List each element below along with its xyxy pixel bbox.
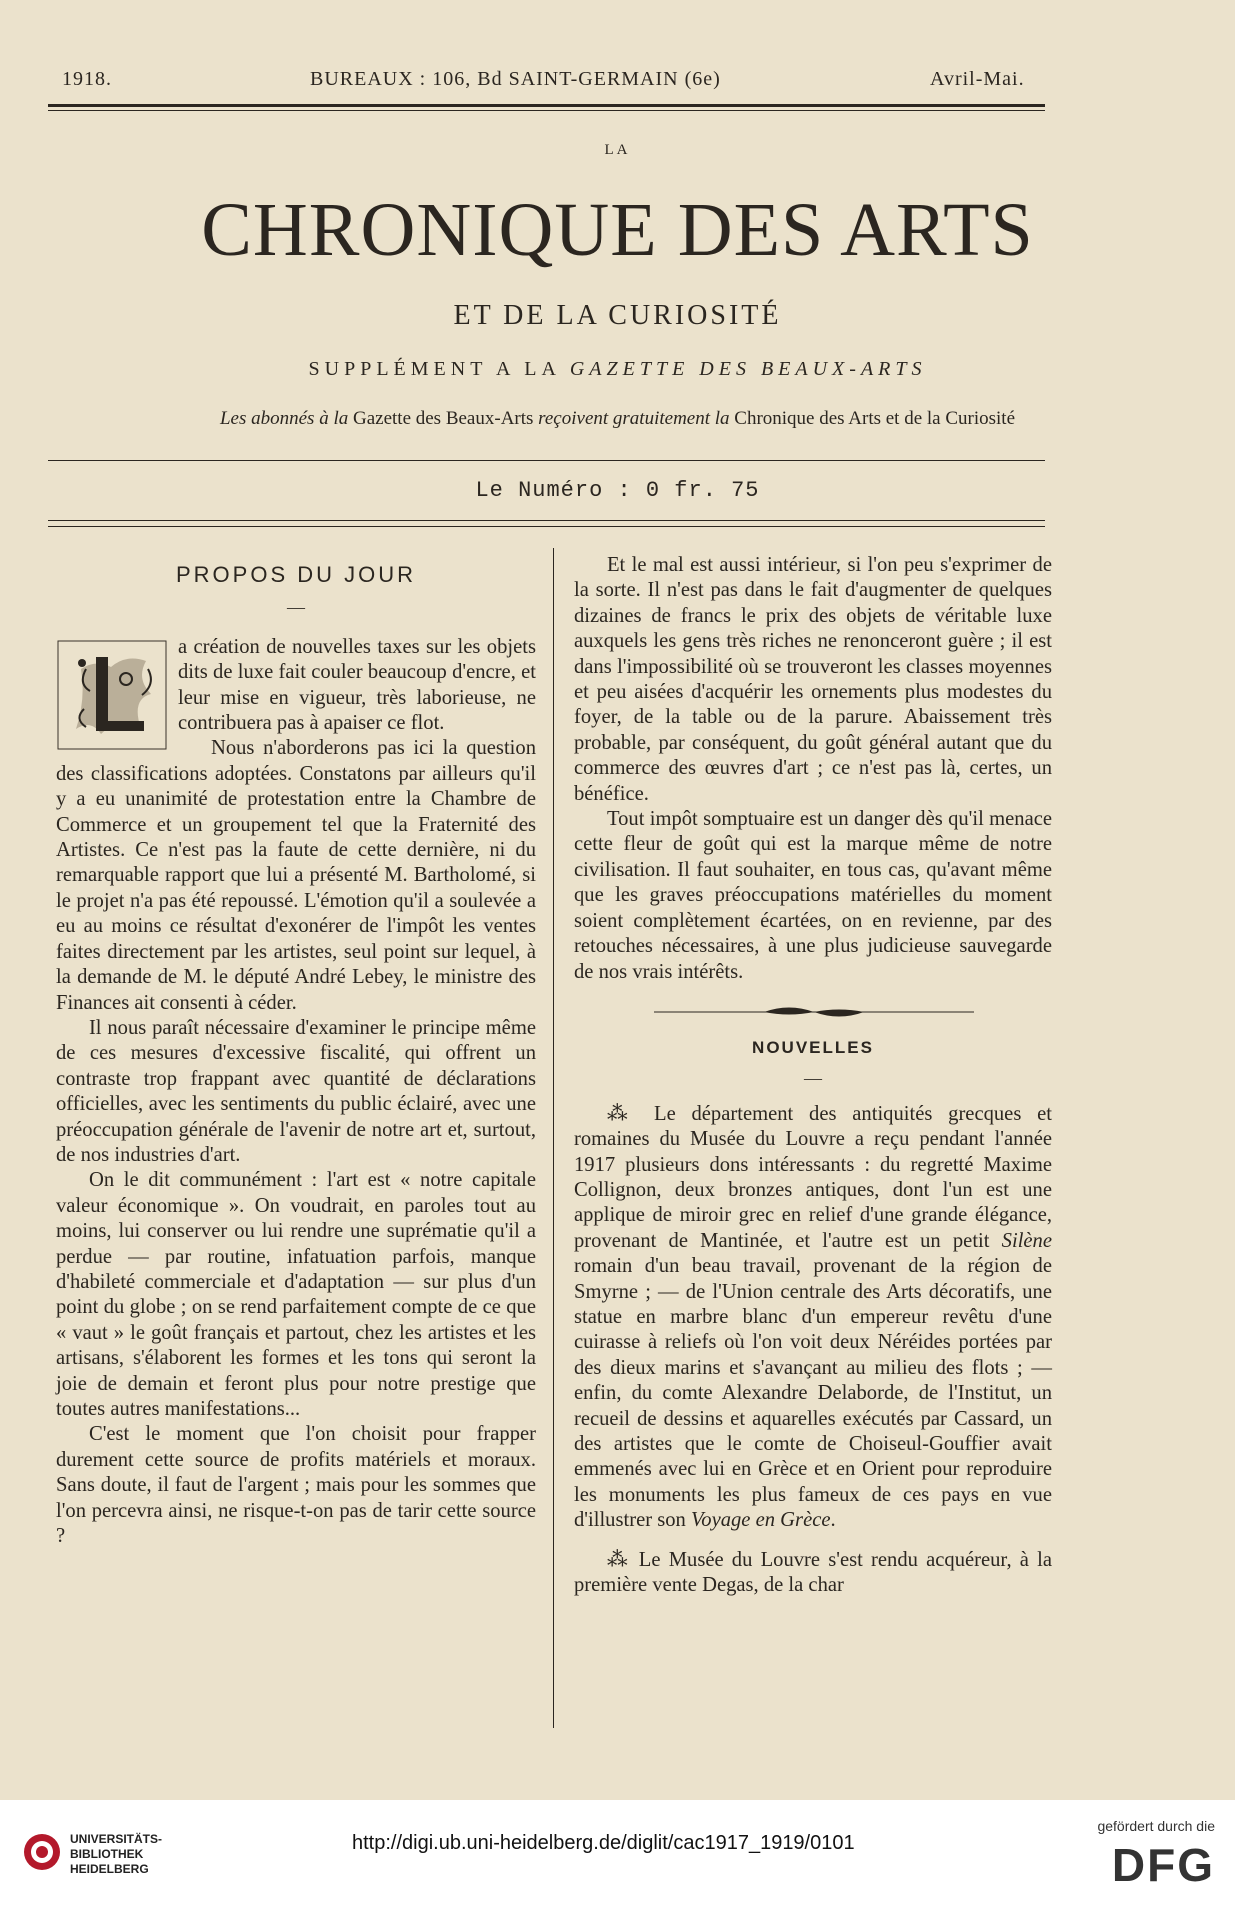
header-months: Avril-Mai. xyxy=(930,68,1025,90)
price-rule-top xyxy=(48,460,1045,461)
university-seal-icon xyxy=(22,1830,62,1874)
dfg-logo: DFG xyxy=(1111,1839,1215,1891)
propos-text-1: a création de nouvelles taxes sur les objets dits de luxe fait couler beaucoup d'encre, et leur mise en vigueur, très laborieuse, ne contribuera pas à apaiser ce flot. xyxy=(178,635,536,735)
propos-paragraph-5: C'est le moment que l'on choisit pour frapper durement cette source de profits matériels et moraux. Sans doute, il faut de l'argent ; mais pour les sommes que l'on percevra ainsi, ne risque-t-on pas de tarir cette source ? xyxy=(56,1423,536,1548)
propos-heading: PROPOS DU JOUR xyxy=(175,562,417,587)
nouvelles-item-2 xyxy=(574,1548,1052,1599)
nouvelles-item-1-text-b: romain d'un beau travail, provenant de la région de Smyrne ; — de l'Union centrale des Arts décoratifs, une statue en marbre blanc d'un empereur revêtu d'une cuirasse à reliefs où l'on voit deux Néréides portées par des dieux marins et s'avançant au milieu des flots ; — enfin, du comte Alexandre Delaborde, de l'Institut, un recueil de dessins et aquarelles exécutés par Cassard, un des artistes que le comte de Choiseul-Gouffier avait emmenés avec lui en Grèce et en Orient pour reproduire les monuments les plus fameux de ces pays en vue d'illustrer son xyxy=(574,1255,1052,1532)
source-url-link[interactable]: http://digi.ub.uni-heidelberg.de/diglit/cac1917_1919/0101 xyxy=(352,1832,855,1854)
abonnes-part-1: Les abonnés à la xyxy=(219,408,349,429)
asterism-icon: ⁂ xyxy=(606,1102,639,1125)
price-line: Le Numéro : 0 fr. 75 xyxy=(475,478,760,503)
propos-dash: — xyxy=(287,597,305,618)
right-paragraph-2: Tout impôt somptuaire est un danger dès qu'il menace cette fleur de goût qui est la marque même de notre civilisation. Il faut souhaiter, en tous cas, qu'avant même que les graves préoccupations matérielles du moment soient complètement écartées, on en revienne, par des retouches nécessaires, à une plus judicieuse sauvegarde de nos vrais intérêts. xyxy=(574,808,1052,983)
header-year: 1918. xyxy=(62,68,112,90)
price-rule-bottom xyxy=(48,520,1045,521)
nouvelles-item-1-end: . xyxy=(830,1509,836,1532)
propos-paragraph-3: Il nous paraît nécessaire d'examiner le principe même de ces mesures d'excessive fiscalité, qui offrent un contraste trop frappant avec quantité de déclarations officielles, avec les sentiments du public éclairé, avec une préoccupation générale de l'avenir de notre art et, surtout, de nos industries d'art. xyxy=(56,1016,536,1166)
nouvelles-dash: — xyxy=(804,1068,822,1089)
masthead-article: LA xyxy=(604,142,631,158)
nouvelles-item-1-italic-2: Voyage en Grèce xyxy=(690,1509,831,1532)
abonnes-part-3: reçoivent gratuitement la xyxy=(538,408,730,429)
header-address: BUREAUX : 106, Bd SAINT-GERMAIN (6e) xyxy=(310,68,721,90)
university-label xyxy=(70,1832,162,1877)
propos-paragraph-4: On le dit communément : l'art est « notre capitale valeur économique ». On voudrait, en paroles tout au moins, lui conserver ou lui rendre une suprématie qu'il a perdue — par routine, infatuation parfois, manque d'habileté commerciale et d'adaptation — sur plus d'un point du globe ; on se rend parfaitement compte de ce que « vaut » le goût français et partout, chez les artistes et les artisans, s'élaborent les formes et les tons qui seront la joie de demain et feront plus pour notre prestige que toutes autres manifestations... xyxy=(56,1169,536,1420)
right-column xyxy=(574,553,1052,1598)
nouvelles-item-2-text: Le Musée du Louvre s'est rendu acquéreur, à la première vente Degas, de la char xyxy=(574,1548,1053,1597)
digitization-footer xyxy=(0,1800,1235,1905)
decorative-divider xyxy=(574,997,1052,1027)
price-rule-bottom-2 xyxy=(48,526,1045,527)
asterism-icon-2: ⁂ xyxy=(606,1548,631,1571)
nouvelles-item-1 xyxy=(574,1102,1052,1534)
header-rule xyxy=(48,104,1045,107)
supplement-prefix: SUPPLÉMENT A LA xyxy=(308,358,560,380)
uni-line-2: BIBLIOTHEK xyxy=(70,1847,144,1861)
masthead-title: CHRONIQUE DES ARTS xyxy=(201,188,1034,272)
header-rule-thin xyxy=(48,110,1045,111)
masthead-abonnes xyxy=(0,408,1235,430)
supplement-gazette: GAZETTE DES BEAUX-ARTS xyxy=(569,358,927,380)
column-divider xyxy=(553,548,554,1728)
right-paragraph-1: Et le mal est aussi intérieur, si l'on peu s'exprimer de la sorte. Il n'est pas dans le fait d'augmenter de quelques dizaines de francs le prix des objets de véritable luxe auxquels les gens très riches ne renonceront guère ; il est dans l'impossibilité où se trouveront les classes moyennes et peu aisées d'acquérir les ornements plus modestes du foyer, de la table ou de la parure. Abaissement très probable, par conséquent, du goût général autant que du commerce des œuvres d'art ; ce n'est pas là, certes, un bénéfice. xyxy=(574,554,1052,805)
propos-paragraph-1 xyxy=(56,635,536,737)
nouvelles-heading: NOUVELLES xyxy=(752,1037,874,1057)
propos-paragraph-2: Nous n'aborderons pas ici la question des classifications adoptées. Constatons par ailleurs qu'il y a eu unanimité de protestation entre la Chambre de Commerce et un groupement tel que la Fraternité des Artistes. Ce n'est pas la faute de cette dernière, ni du remarquable rapport que lui a présenté M. Bartholomé, si le projet n'a pas été repoussé. L'émotion qu'il a soulevée a eu au moins ce résultat d'exonérer de l'impôt les ventes faites directement par les artistes, seul point sur lequel, à la demande de M. le député André Lebey, le ministre des Finances ait consenti à céder. xyxy=(56,737,536,1014)
masthead-subtitle: ET DE LA CURIOSITÉ xyxy=(453,300,782,331)
abonnes-part-4: Chronique des Arts et de la Curiosité xyxy=(734,408,1016,429)
abonnes-part-2: Gazette des Beaux-Arts xyxy=(352,408,534,429)
uni-line-3: HEIDELBERG xyxy=(70,1862,149,1876)
nouvelles-item-1-text: Le département des antiquités grecques et romaines du Musée du Louvre a reçu pendant l'année 1917 plusieurs dons intéressants : du regretté Maxime Collignon, deux bronzes antiques, dont l'un est une applique de miroir grec en relief d'une grande élégance, provenant de Mantinée, et l'autre est un petit xyxy=(574,1102,1052,1252)
dropcap-l-ornament xyxy=(56,639,168,751)
masthead-supplement xyxy=(0,358,1235,381)
left-column xyxy=(56,556,536,1549)
nouvelles-item-1-italic: Silène xyxy=(1001,1229,1052,1252)
funding-label: gefördert durch die xyxy=(1097,1818,1215,1834)
uni-line-1: UNIVERSITÄTS- xyxy=(70,1832,163,1846)
